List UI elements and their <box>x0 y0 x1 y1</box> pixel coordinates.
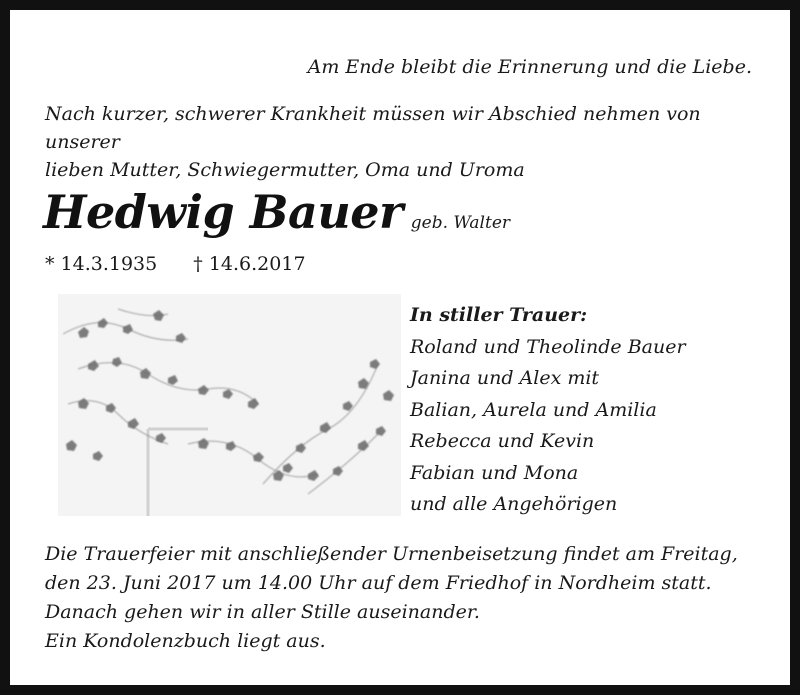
birth-date: * 14.3.1935 <box>45 253 158 275</box>
service-line: Danach gehen wir in aller Stille auseinander. <box>45 601 480 623</box>
ivy-leaves-photo <box>58 294 401 516</box>
maiden-name: geb. Walter <box>410 213 511 233</box>
mourner-line: Balian, Aurela und Amilia <box>410 398 657 421</box>
motto: Am Ende bleibt die Erinnerung und die Liebe. <box>307 56 752 78</box>
mourner-line: Fabian und Mona <box>410 461 579 484</box>
mourners-list <box>410 300 686 521</box>
service-line: Ein Kondolenzbuch liegt aus. <box>45 630 326 652</box>
life-dates <box>45 253 306 275</box>
mourner-line: Roland und Theolinde Bauer <box>410 335 686 358</box>
mourner-line: und alle Angehörigen <box>410 493 618 515</box>
service-info <box>45 540 785 656</box>
intro-line: Nach kurzer, schwerer Krankheit müssen wir Abschied nehmen von unserer <box>45 103 701 153</box>
deceased-name: Hedwig Bauer <box>43 185 403 239</box>
death-date: † 14.6.2017 <box>193 253 306 275</box>
ivy-leaves-icon <box>58 294 401 516</box>
intro-line: lieben Mutter, Schwiegermutter, Oma und Uroma <box>45 159 525 181</box>
mourner-line: Janina und Alex mit <box>410 367 600 389</box>
name-line <box>43 185 510 239</box>
service-line: Die Trauerfeier mit anschließender Urnenbeisetzung findet am Freitag, <box>45 543 738 565</box>
service-line: den 23. Juni 2017 um 14.00 Uhr auf dem Friedhof in Nordheim statt. <box>45 572 712 594</box>
mourner-line: Rebecca und Kevin <box>410 430 595 452</box>
intro-text <box>45 100 775 184</box>
mourners-heading: In stiller Trauer: <box>410 304 588 326</box>
